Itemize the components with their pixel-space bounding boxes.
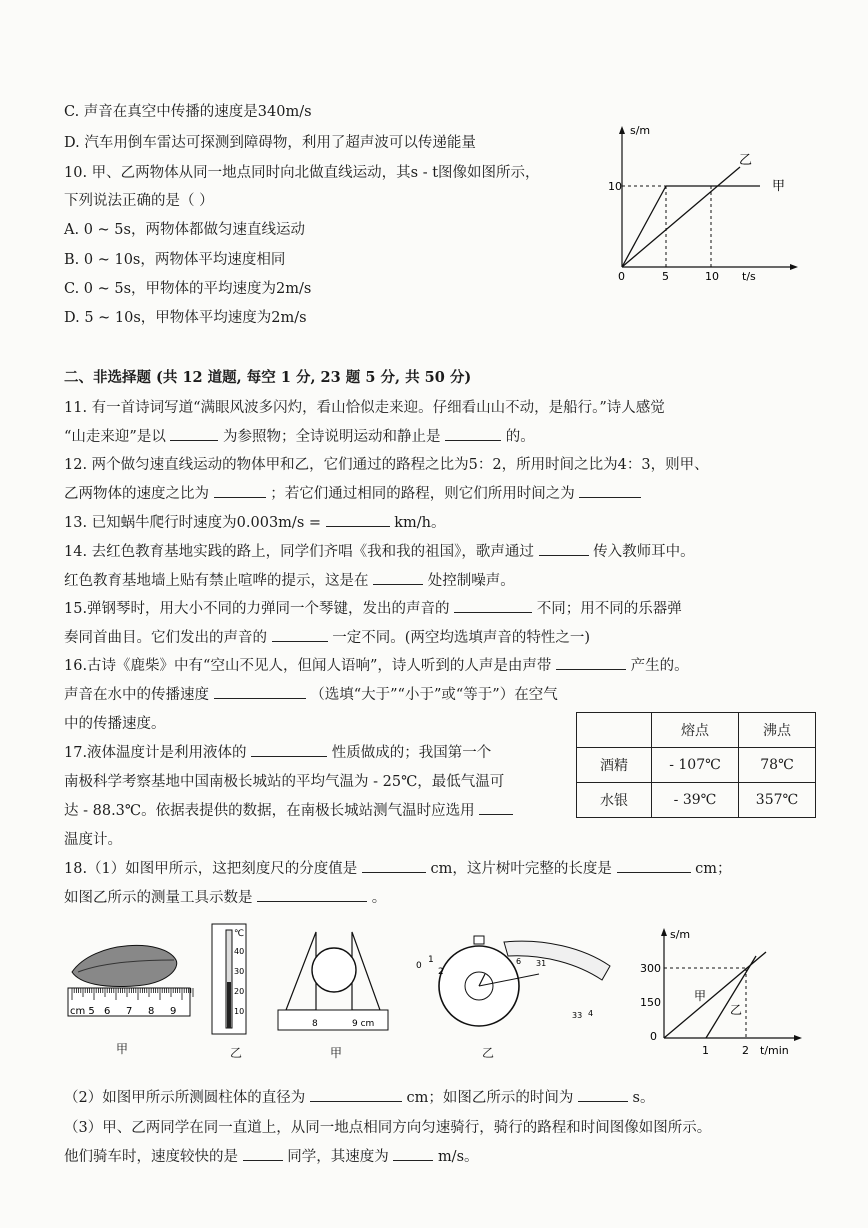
question-11-line2	[64, 425, 535, 446]
q16-text-4: （选填“大于”“小于”或“等于”）在空气	[310, 687, 558, 703]
thermo-tick: 30	[234, 967, 245, 976]
q14-text-2: 传入教师耳中。	[593, 544, 695, 560]
thermo-tick: 20	[234, 987, 245, 996]
table-cell: - 39℃	[652, 783, 739, 818]
leaf-fig-caption: 甲	[116, 1042, 129, 1056]
y-tick: 0	[650, 1030, 657, 1043]
q18-blank-6[interactable]	[243, 1146, 283, 1161]
q18-text-9: 他们骑车时，速度较快的是	[64, 1149, 238, 1165]
thermo-tick: 40	[234, 947, 245, 956]
q12-blank-1[interactable]	[214, 483, 266, 498]
q16-text-1: 16.古诗《鹿柴》中有“空山不见人，但闻人语响”，诗人听到的人声是由声带	[64, 658, 552, 674]
question-11-line1: 11. 有一首诗词写道“满眼风波多闪灼，看山恰似走来迎。仔细看山山不动，是船行。”诗人感觉	[64, 400, 665, 416]
ruler-label: 9 cm	[352, 1019, 375, 1029]
q17-blank-2[interactable]	[479, 800, 513, 815]
x-tick: 1	[702, 1044, 709, 1056]
q18-blank-5[interactable]	[578, 1087, 628, 1102]
q18-text-7: cm；如图乙所示的时间为	[406, 1090, 574, 1106]
q15-text-4: 一定不同。(两空均选填声音的特性之一)	[332, 630, 591, 646]
ruler-label: cm 5	[70, 1006, 95, 1017]
table-header-blank	[577, 713, 652, 748]
question-17-line4: 温度计。	[64, 832, 122, 848]
section-2-heading: 二、非选择题 (共 12 道题, 每空 1 分, 23 题 5 分, 共 50 分)	[64, 369, 472, 386]
leaf-icon	[72, 945, 177, 986]
option-a-q10: A. 0 ~ 5s，两物体都做匀速直线运动	[64, 222, 305, 238]
q18-text-5: 。	[371, 890, 387, 906]
watch-outer-num: 4	[588, 1009, 594, 1018]
q18-text-10: 同学，其速度为	[287, 1149, 389, 1165]
x-tick: 2	[742, 1044, 749, 1056]
q14-text-3: 红色教育基地墙上贴有禁止喧哗的提示，这是在	[64, 573, 369, 589]
x-tick-0: 0	[618, 270, 625, 282]
st-graph-q10	[600, 122, 800, 282]
q11-text-3: 的。	[505, 429, 535, 445]
watch-outer-num: 6	[516, 957, 522, 966]
question-12-line2	[64, 482, 641, 503]
question-13	[64, 511, 446, 532]
q16-text-2: 产生的。	[630, 658, 689, 674]
q18-text-2: cm，这片树叶完整的长度是	[430, 861, 612, 877]
question-14-line2	[64, 569, 515, 590]
option-d-q10: D. 5 ~ 10s，甲物体平均速度为2m/s	[64, 310, 307, 326]
thermo-fig-caption: 乙	[230, 1046, 243, 1060]
q14-blank-1[interactable]	[539, 541, 589, 556]
watch-outer-num: 33	[572, 1011, 583, 1020]
q18-blank-2[interactable]	[617, 858, 691, 873]
q18-blank-4[interactable]	[310, 1087, 402, 1102]
ruler-label: 8	[148, 1006, 155, 1017]
question-18-part3: （3）甲、乙两同学在同一直道上，从同一地点相同方向匀速骑行，骑行的路程和时间图像如图所示。	[64, 1120, 712, 1136]
watch-inner-num: 2	[438, 967, 444, 977]
q15-blank-1[interactable]	[454, 598, 532, 613]
q14-blank-2[interactable]	[373, 570, 423, 585]
cylinder-cross-section	[312, 948, 356, 992]
q12-blank-2[interactable]	[579, 483, 641, 498]
q14-text-4: 处控制噪声。	[427, 573, 515, 589]
y-tick: 150	[640, 996, 661, 1009]
st-graph-q18	[636, 926, 806, 1056]
q16-text-3: 声音在水中的传播速度	[64, 687, 209, 703]
y-tick: 300	[640, 962, 661, 975]
table-cell: 水银	[577, 783, 652, 818]
watch-outer-num: 31	[536, 959, 547, 968]
q15-text-1: 15.弹钢琴时，用大小不同的力弹同一个琴键，发出的声音的	[64, 601, 450, 617]
q18-blank-1[interactable]	[362, 858, 426, 873]
q18-blank-3[interactable]	[257, 887, 367, 902]
q17-text-2: 性质做成的；我国第一个	[331, 745, 492, 761]
q16-blank-2[interactable]	[214, 684, 306, 699]
ruler-label: 7	[126, 1006, 133, 1017]
q15-text-3: 奏同首曲目。它们发出的声音的	[64, 630, 267, 646]
thermometer-figure	[206, 922, 252, 1038]
question-15-line1	[64, 597, 682, 618]
leaf-ruler-figure	[64, 932, 194, 1028]
option-c-q10: C. 0 ~ 5s，甲物体的平均速度为2m/s	[64, 281, 312, 297]
question-18-part2	[64, 1086, 655, 1107]
series-jia-label: 甲	[772, 179, 786, 194]
watch-inner-num: 1	[428, 955, 434, 965]
stopwatch-fig-caption: 乙	[482, 1046, 495, 1060]
melting-boiling-table	[576, 712, 816, 818]
q18-text-1: 18.（1）如图甲所示，这把刻度尺的分度值是	[64, 861, 358, 877]
y-axis-label: s/m	[670, 928, 691, 941]
question-17-line1	[64, 741, 491, 762]
q18-text-4: 如图乙所示的测量工具示数是	[64, 890, 253, 906]
ruler-label: 6	[104, 1006, 111, 1017]
table-cell: 78℃	[739, 748, 816, 783]
table-header-melting: 熔点	[652, 713, 739, 748]
y-axis-label: s/m	[630, 124, 651, 137]
question-16-line1	[64, 654, 689, 675]
question-16-line3: 中的传播速度。	[64, 716, 166, 732]
question-18-line1	[64, 857, 731, 878]
ruler-label: 8	[312, 1019, 318, 1029]
x-axis-label: t/min	[760, 1044, 789, 1056]
ruler-label: 9	[170, 1006, 177, 1017]
q11-blank-1[interactable]	[170, 426, 218, 441]
question-12-line1: 12. 两个做匀速直线运动的物体甲和乙，它们通过的路程之比为5：2，所用时间之比为4：3，则甲、	[64, 457, 709, 473]
x-tick-10: 10	[705, 270, 719, 282]
q13-text-2: km/h。	[394, 515, 446, 531]
option-b-q10: B. 0 ~ 10s，两物体平均速度相同	[64, 252, 286, 268]
question-15-line2	[64, 626, 590, 647]
question-18-part3b	[64, 1145, 479, 1166]
q18-text-11: m/s。	[437, 1149, 479, 1165]
x-axis-label: t/s	[742, 270, 756, 282]
cylinder-ruler-figure	[276, 922, 392, 1032]
q17-blank-1[interactable]	[251, 742, 327, 757]
q15-blank-2[interactable]	[272, 627, 328, 642]
y-tick-10: 10	[608, 180, 622, 193]
table-cell: 357℃	[739, 783, 816, 818]
question-17-line2: 南极科学考察基地中国南极长城站的平均气温为 - 25℃，最低气温可	[64, 774, 505, 790]
x-tick-5: 5	[662, 270, 669, 282]
table-cell: 酒精	[577, 748, 652, 783]
question-10-prompt: 下列说法正确的是（ ）	[64, 193, 214, 209]
watch-inner-num: 0	[416, 961, 422, 971]
series-yi-line	[622, 167, 740, 267]
thermo-tick: 10	[234, 1007, 245, 1016]
question-16-line2	[64, 683, 558, 704]
q12-text-2: ；若它们通过相同的路程，则它们所用时间之为	[270, 486, 575, 502]
cylinder-fig-caption: 甲	[330, 1046, 343, 1060]
table-cell: - 107℃	[652, 748, 739, 783]
question-14-line1	[64, 540, 695, 561]
series-jia-label: 甲	[694, 989, 707, 1003]
stopwatch-figure	[404, 930, 614, 1036]
q11-text-1: “山走来迎”是以	[64, 429, 166, 445]
q17-text-1: 17.液体温度计是利用液体的	[64, 745, 247, 761]
thermo-unit: ℃	[234, 929, 245, 939]
q18-text-6: （2）如图甲所示所测圆柱体的直径为	[64, 1090, 306, 1106]
series-jia-line	[622, 186, 666, 267]
question-17-line3	[64, 799, 513, 820]
q17-text-3: 达 - 88.3℃。依据表提供的数据，在南极长城站测气温时应选用	[64, 803, 475, 819]
q14-text-1: 14. 去红色教育基地实践的路上，同学们齐唱《我和我的祖国》，歌声通过	[64, 544, 534, 560]
q18-text-3: cm；	[695, 861, 732, 877]
q11-blank-2[interactable]	[445, 426, 501, 441]
q13-text-1: 13. 已知蜗牛爬行时速度为0.003m/s =	[64, 515, 322, 531]
question-18-line2	[64, 886, 386, 907]
q15-text-2: 不同；用不同的乐器弹	[536, 601, 682, 617]
q13-blank[interactable]	[326, 512, 390, 527]
question-10-stem: 10. 甲、乙两物体从同一地点同时向北做直线运动，其s - t图像如图所示，	[64, 165, 540, 181]
option-c-q9: C. 声音在真空中传播的速度是340m/s	[64, 104, 312, 120]
q12-text-1: 乙两物体的速度之比为	[64, 486, 209, 502]
option-d-q9: D. 汽车用倒车雷达可探测到障碍物，利用了超声波可以传递能量	[64, 135, 476, 151]
q16-blank-1[interactable]	[556, 655, 626, 670]
series-yi-label: 乙	[739, 153, 753, 168]
q18-blank-7[interactable]	[393, 1146, 433, 1161]
q11-text-2: 为参照物；全诗说明运动和静止是	[223, 429, 441, 445]
table-header-boiling: 沸点	[739, 713, 816, 748]
series-yi-label: 乙	[730, 1003, 743, 1017]
q18-text-8: s。	[632, 1090, 655, 1106]
